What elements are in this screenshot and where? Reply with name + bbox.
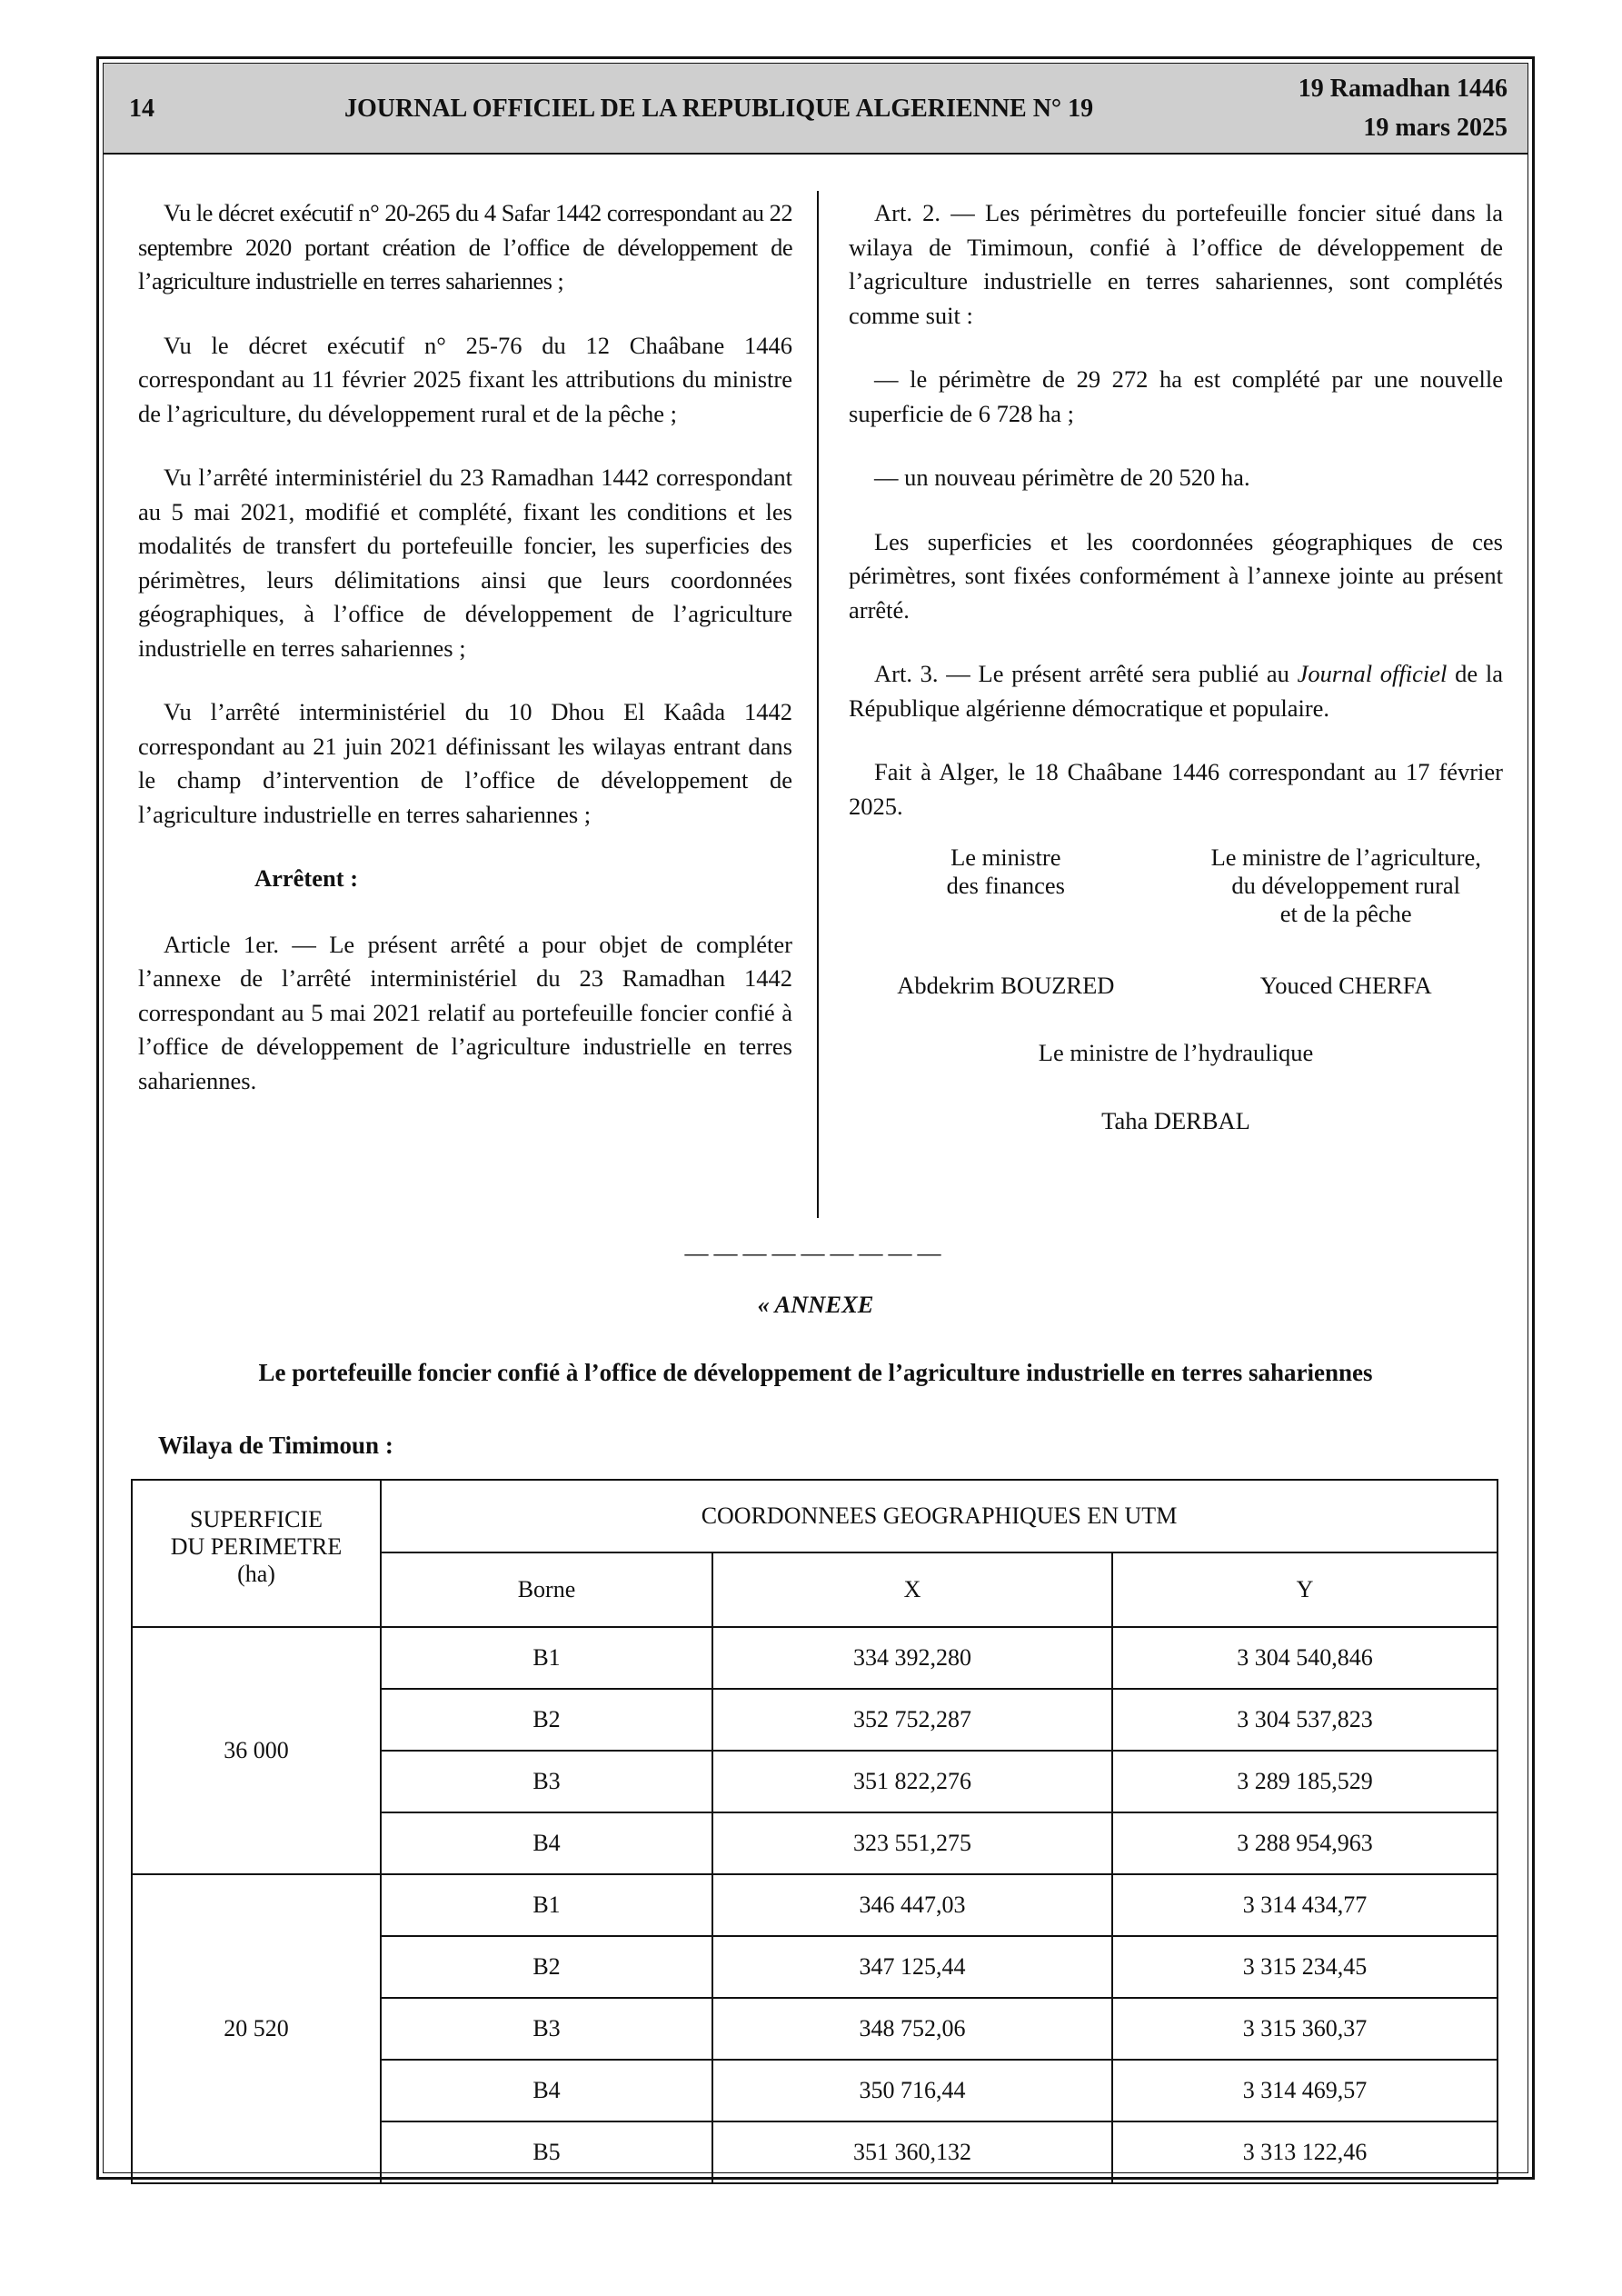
borne-cell: B4 (381, 2060, 712, 2121)
article-3-suffix: de la République algérienne démocratique et populaire. (849, 660, 1503, 722)
right-column (849, 196, 1503, 1139)
y-cell: 3 314 469,57 (1112, 2060, 1498, 2121)
article-3 (849, 657, 1503, 725)
y-column-header: Y (1112, 1552, 1498, 1627)
table-header-row-1 (132, 1480, 1498, 1552)
article-2: Art. 2. — Les périmètres du portefeuille foncier situé dans la wilaya de Timimoun, confié à l’office de développement de l’agriculture industrielle en terres sahariennes, sont complétés comme suit : (849, 199, 1503, 329)
wilaya-label: Wilaya de Timimoun : (158, 1432, 393, 1459)
vu-decret-25-76: Vu le décret exécutif n° 25-76 du 12 Chaâbane 1446 correspondant au 11 février 2025 fixant les attributions du ministre de l’agriculture, du développement rural et de la pêche ; (138, 331, 792, 427)
y-cell: 3 315 360,37 (1112, 1998, 1498, 2060)
signatures-titles (849, 844, 1503, 928)
name-hydraulique: Taha DERBAL (1101, 1107, 1250, 1134)
area-cell: 36 000 (132, 1627, 381, 1874)
x-cell: 348 752,06 (712, 1998, 1112, 2060)
journal-officiel-italic: Journal officiel (1297, 660, 1448, 687)
article-2-item-2: — un nouveau périmètre de 20 520 ha. (874, 464, 1250, 491)
column-divider (817, 191, 819, 1218)
x-cell: 352 752,287 (712, 1689, 1112, 1751)
annexe-subtitle: Le portefeuille foncier confié à l’office de développement de l’agriculture industrielle en terres sahariennes (258, 1359, 1373, 1386)
y-cell: 3 314 434,77 (1112, 1874, 1498, 1936)
superficies-paragraph: Les superficies et les coordonnées géographiques de ces périmètres, sont fixées conformément à l’annexe jointe au présent arrêté. (849, 527, 1503, 624)
y-cell: 3 304 540,846 (1112, 1627, 1498, 1689)
area-header-line-1: SUPERFICIE (190, 1506, 323, 1532)
sig-finances-line-2: des finances (946, 872, 1065, 899)
article-2-item-1: — le périmètre de 29 272 ha est complété par une nouvelle superficie de 6 728 ha ; (849, 365, 1503, 427)
page-frame (96, 56, 1535, 2180)
y-cell: 3 288 954,963 (1112, 1812, 1498, 1874)
area-header-line-3: (ha) (237, 1561, 275, 1587)
article-3-prefix: Art. 3. — Le présent arrêté sera publié au (874, 660, 1289, 687)
signature-agriculture-title (1189, 844, 1503, 928)
name-finances: Abdekrim BOUZRED (897, 972, 1115, 999)
y-cell: 3 313 122,46 (1112, 2121, 1498, 2183)
page-number: 14 (129, 95, 154, 123)
x-cell: 351 822,276 (712, 1751, 1112, 1812)
table-row (132, 1874, 1498, 1936)
journal-title: JOURNAL OFFICIEL DE LA REPUBLIQUE ALGERIENNE N° 19 (344, 95, 1094, 123)
signatures-names (849, 969, 1503, 1003)
coordinates-table-body (132, 1627, 1498, 2183)
name-agriculture: Youced CHERFA (1259, 972, 1432, 999)
sig-agri-line-1: Le ministre de l’agriculture, (1210, 844, 1481, 871)
hijri-date: 19 Ramadhan 1446 (1298, 75, 1508, 103)
table-row (132, 1627, 1498, 1689)
borne-cell: B2 (381, 1936, 712, 1998)
page-inner-frame (103, 63, 1528, 2173)
annexe-title: « ANNEXE (757, 1291, 874, 1318)
sig-agri-line-3: et de la pêche (1279, 900, 1412, 927)
x-column-header: X (712, 1552, 1112, 1627)
borne-cell: B1 (381, 1627, 712, 1689)
x-cell: 323 551,275 (712, 1812, 1112, 1874)
left-column (138, 196, 792, 1128)
borne-cell: B2 (381, 1689, 712, 1751)
journal-header (104, 64, 1527, 155)
x-cell: 347 125,44 (712, 1936, 1112, 1998)
vu-arrete-2021-juin: Vu l’arrêté interministériel du 10 Dhou El Kaâda 1442 correspondant au 21 juin 2021 définissant les wilayas entrant dans le champ d’intervention de l’office de développement de l’agriculture industrielle en terres sahariennes ; (138, 698, 792, 828)
x-cell: 334 392,280 (712, 1627, 1112, 1689)
article-1: Article 1er. — Le présent arrêté a pour objet de compléter l’annexe de l’arrêté interministériel du 23 Ramadhan 1442 correspondant au 5 mai 2021 relatif au portefeuille foncier confié à l’office de développement de l’agriculture industrielle en terres sahariennes. (138, 930, 792, 1094)
vu-decret-20-265: Vu le décret exécutif n° 20-265 du 4 Safar 1442 correspondant au 22 septembre 2020 portant création de l’office de développement de l’agriculture industrielle en terres sahariennes ; (138, 199, 792, 294)
borne-cell: B4 (381, 1812, 712, 1874)
x-cell: 351 360,132 (712, 2121, 1112, 2183)
fait-a-alger: Fait à Alger, le 18 Chaâbane 1446 correspondant au 17 février 2025. (849, 758, 1503, 820)
borne-cell: B1 (381, 1874, 712, 1936)
x-cell: 350 716,44 (712, 2060, 1112, 2121)
coords-header: COORDONNEES GEOGRAPHIQUES EN UTM (381, 1480, 1498, 1552)
borne-cell: B3 (381, 1998, 712, 2060)
section-separator: ————————— (684, 1240, 947, 1266)
signature-hydraulique-title: Le ministre de l’hydraulique (1038, 1038, 1314, 1066)
x-cell: 346 447,03 (712, 1874, 1112, 1936)
borne-cell: B5 (381, 2121, 712, 2183)
arretent-heading: Arrêtent : (254, 864, 359, 892)
vu-arrete-2021-mai: Vu l’arrêté interministériel du 23 Ramadhan 1442 correspondant au 5 mai 2021, modifié et complété, fixant les conditions et les modalités de transfert du portefeuille foncier, les superficies des périmètres, leurs délimitations ainsi que leurs coordonnées géographiques, à l’office de développement de l’agriculture industrielle en terres sahariennes ; (138, 464, 792, 662)
y-cell: 3 289 185,529 (1112, 1751, 1498, 1812)
borne-column-header: Borne (381, 1552, 712, 1627)
area-header-line-2: DU PERIMETRE (170, 1533, 343, 1560)
signature-finances-title (849, 844, 1163, 928)
y-cell: 3 304 537,823 (1112, 1689, 1498, 1751)
sig-agri-line-2: du développement rural (1231, 872, 1461, 899)
area-column-header (132, 1480, 381, 1627)
borne-cell: B3 (381, 1751, 712, 1812)
y-cell: 3 315 234,45 (1112, 1936, 1498, 1998)
sig-finances-line-1: Le ministre (950, 844, 1061, 871)
coordinates-table (131, 1479, 1498, 2184)
area-cell: 20 520 (132, 1874, 381, 2183)
gregorian-date: 19 mars 2025 (1363, 114, 1508, 142)
